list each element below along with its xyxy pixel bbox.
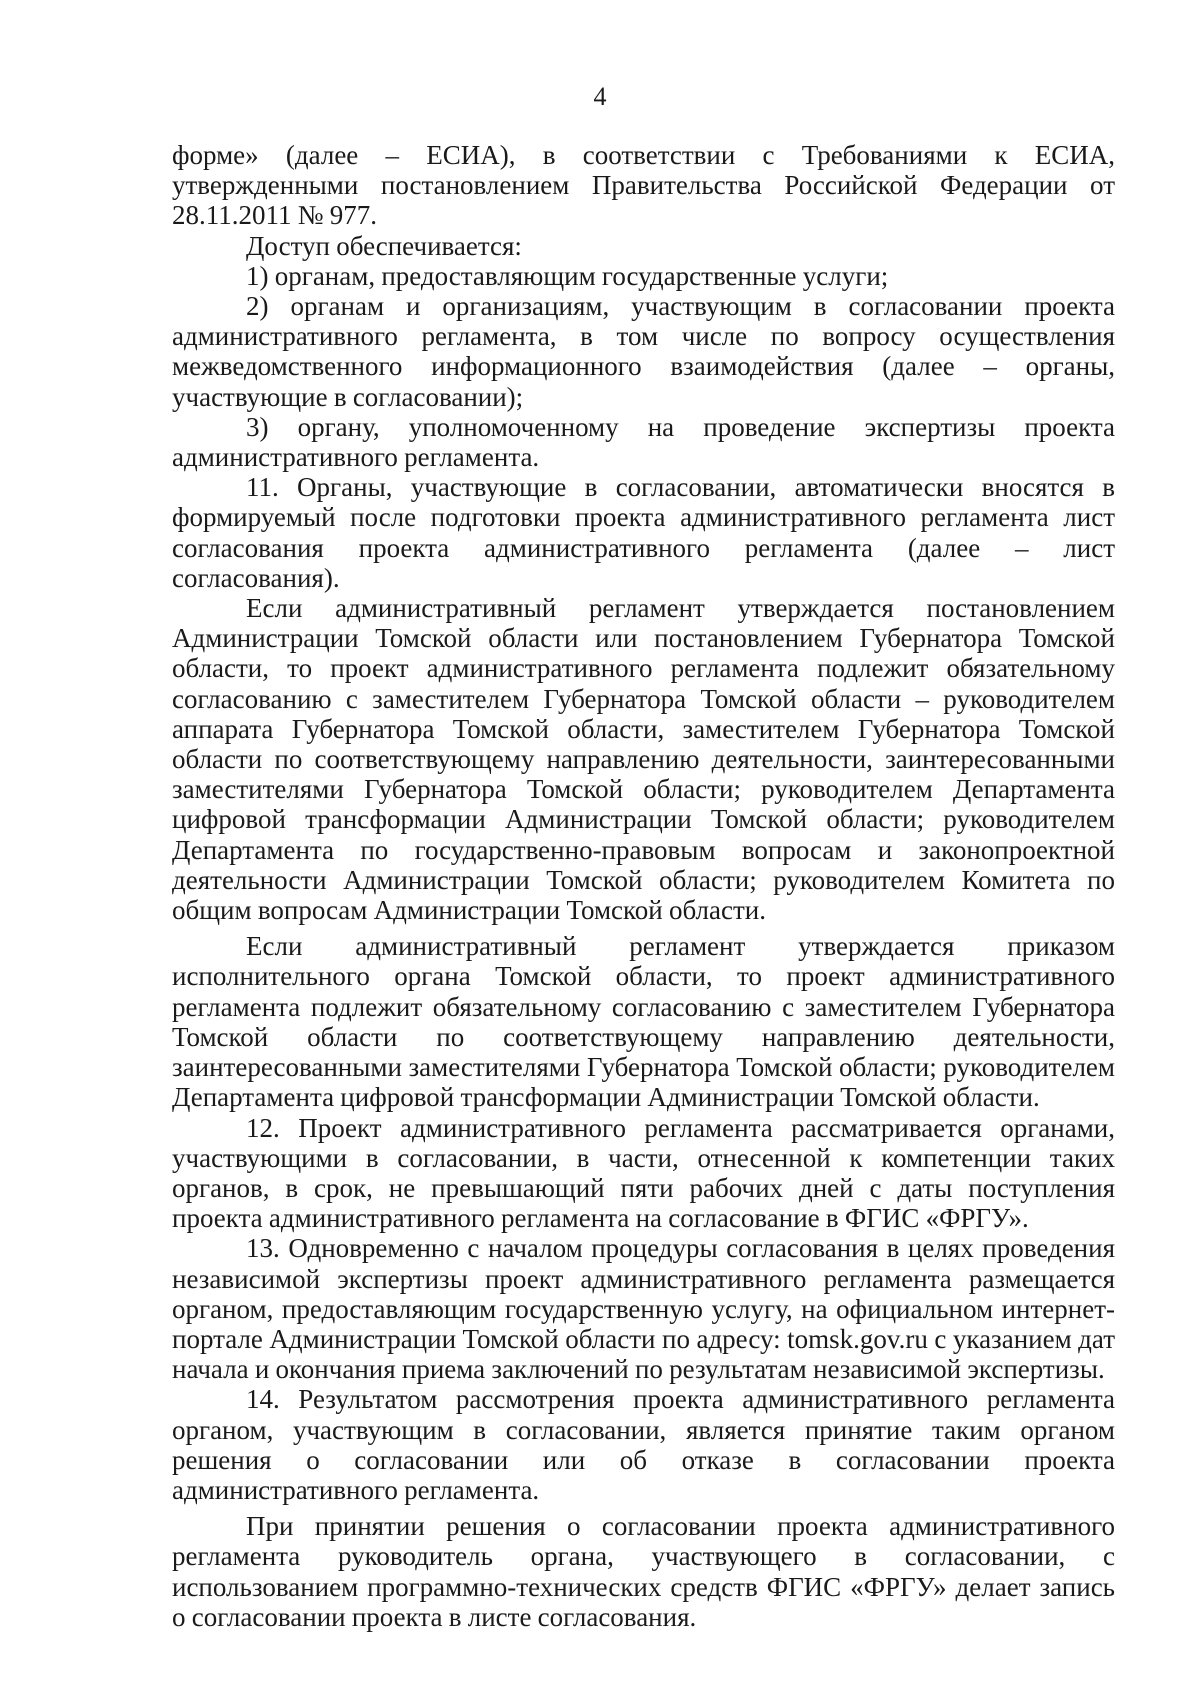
paragraph-access-item-1: 1) органам, предоставляющим государственные услуги; [246, 260, 889, 291]
paragraph-clause-12: 12. Проект административного регламента рассматривается органами, участвующими в согласовании, в части, отнесенной к компетенции таких органов, в срок, не превышающий пяти рабочих дней с даты поступления проекта административного регламента на согласование в ФГИС «ФРГУ». [172, 1112, 1115, 1234]
paragraph-access-item-2: 2) органам и организациям, участвующим в согласовании проекта административного регламента, в том числе по вопросу осуществления межведомственного информационного взаимодействия (далее – органы, участвующие в согласовании); [172, 291, 1115, 412]
paragraph-approval-order: Если административный регламент утверждается приказом исполнительного органа Томской области, то проект административного регламента подлежит обязательному согласованию с заместителем Губернатора Томской области по соответствующему направлению деятельности, заинтересованными заместителями Губернатора Томской области; руководителем Департамента цифровой трансформации Администрации Томской области. [172, 931, 1115, 1113]
paragraph-clause-14: 14. Результатом рассмотрения проекта административного регламента органом, участвующим в согласовании, является принятие таким органом решения о согласовании или об отказе в согласовании проекта административного регламента. [172, 1384, 1115, 1505]
page-number: 4 [593, 82, 607, 111]
paragraph-clause-13: 13. Одновременно с началом процедуры согласования в целях проведения независимой экспертизы проект административного регламента размещается органом, предоставляющим государственную услугу, на официальном интернет-портале Администрации Томской области по адресу: tomsk.gov.ru с указанием дат начала и окончания приема заключений по результатам независимой экспертизы. [172, 1233, 1115, 1385]
paragraph-esia-continuation: форме» (далее – ЕСИА), в соответствии с Требованиями к ЕСИА, утвержденными постановлением Правительства Российской Федерации от 28.11.2011 № 977. [172, 140, 1115, 231]
paragraph-approval-decision: При принятии решения о согласовании проекта административного регламента руководитель органа, участвующего в согласовании, с использованием программно-технических средств ФГИС «ФРГУ» делает запись о согласовании проекта в листе согласования. [172, 1511, 1115, 1632]
paragraph-access-item-3: 3) органу, уполномоченному на проведение экспертизы проекта административного регламента. [172, 411, 1115, 473]
document-body [172, 140, 1115, 1632]
paragraph-approval-governor: Если административный регламент утверждается постановлением Администрации Томской области или постановлением Губернатора Томской области, то проект административного регламента подлежит обязательному согласованию с заместителем Губернатора Томской области – руководителем аппарата Губернатора Томской области, заместителем Губернатора Томской области по соответствующему направлению деятельности, заинтересованными заместителями Губернатора Томской области; руководителем Департамента цифровой трансформации Администрации Томской области; руководителем Департамента по государственно-правовым вопросам и законопроектной деятельности Администрации Томской области; руководителем Комитета по общим вопросам Администрации Томской области. [172, 593, 1115, 926]
paragraph-clause-11: 11. Органы, участвующие в согласовании, автоматически вносятся в формируемый после подготовки проекта административного регламента лист согласования проекта административного регламента (далее – лист согласования). [172, 472, 1115, 593]
paragraph-access-intro: Доступ обеспечивается: [246, 230, 522, 261]
